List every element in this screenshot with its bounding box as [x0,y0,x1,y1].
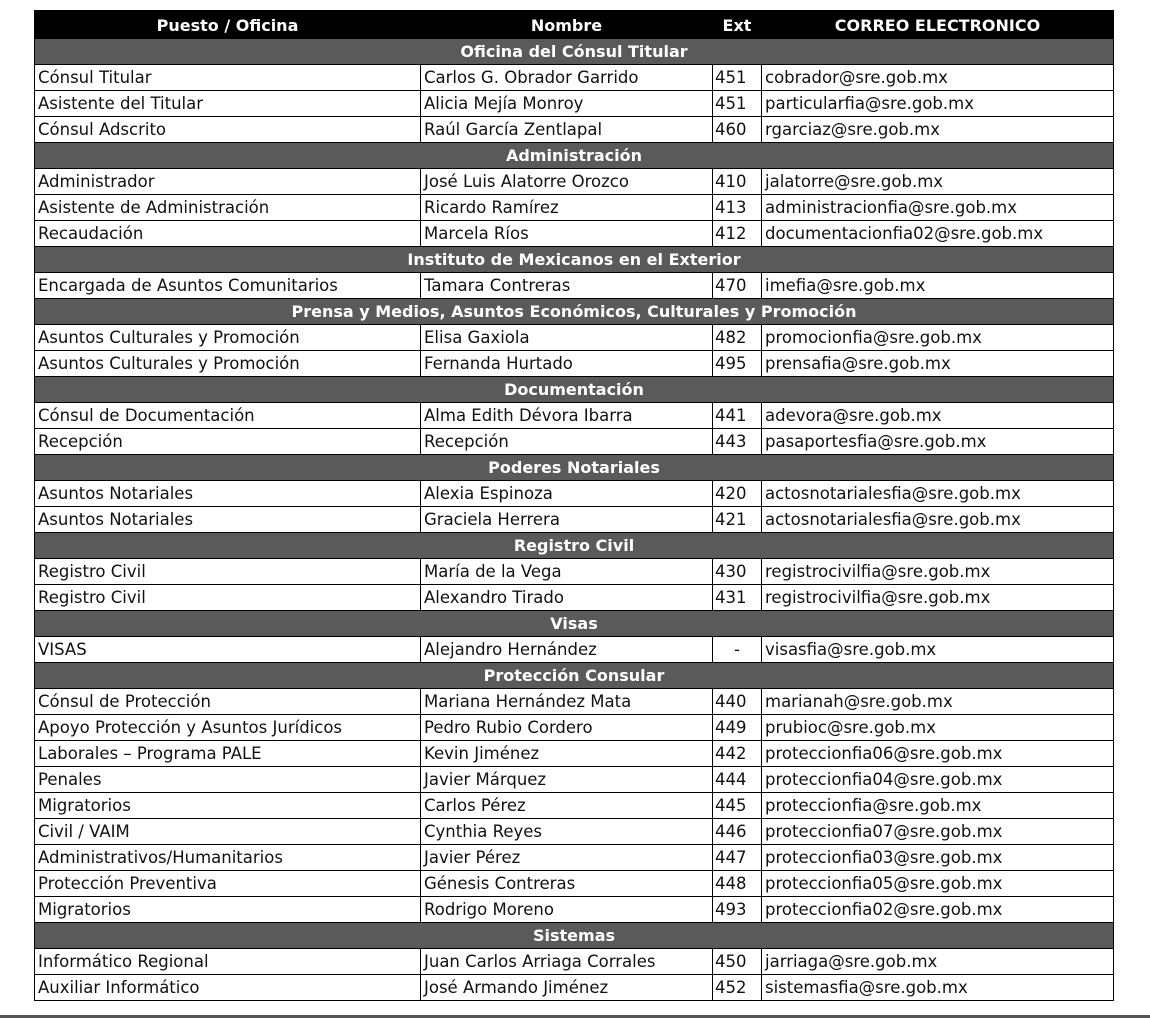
header-puesto: Puesto / Oficina [35,11,421,39]
cell-ext: 442 [713,741,762,767]
cell-puesto: Protección Preventiva [35,871,421,897]
cell-correo: registrocivilfia@sre.gob.mx [762,559,1114,585]
cell-correo: proteccionfia@sre.gob.mx [762,793,1114,819]
cell-correo: pasaportesfia@sre.gob.mx [762,429,1114,455]
cell-ext: 452 [713,975,762,1001]
cell-puesto: Civil / VAIM [35,819,421,845]
cell-nombre: Alma Edith Dévora Ibarra [421,403,713,429]
cell-nombre: Fernanda Hurtado [421,351,713,377]
cell-nombre: Alejandro Hernández [421,637,713,663]
cell-puesto: Administrador [35,169,421,195]
table-row [35,767,1114,793]
cell-correo: sistemasfia@sre.gob.mx [762,975,1114,1001]
table-row [35,715,1114,741]
cell-puesto: Administrativos/Humanitarios [35,845,421,871]
cell-correo: administracionfia@sre.gob.mx [762,195,1114,221]
section-title: Instituto de Mexicanos en el Exterior [35,247,1114,273]
cell-correo: actosnotarialesfia@sre.gob.mx [762,507,1114,533]
cell-ext: 470 [713,273,762,299]
table-row [35,91,1114,117]
table-row [35,559,1114,585]
cell-nombre: Javier Pérez [421,845,713,871]
header-ext: Ext [713,11,762,39]
section-title: Documentación [35,377,1114,403]
cell-ext: 451 [713,91,762,117]
cell-puesto: Auxiliar Informático [35,975,421,1001]
table-row [35,169,1114,195]
table-row [35,741,1114,767]
cell-correo: proteccionfia03@sre.gob.mx [762,845,1114,871]
cell-puesto: Registro Civil [35,585,421,611]
table-row [35,975,1114,1001]
cell-puesto: Migratorios [35,793,421,819]
cell-correo: visasfia@sre.gob.mx [762,637,1114,663]
cell-ext: 410 [713,169,762,195]
table-row [35,897,1114,923]
table-row [35,195,1114,221]
cell-puesto: Migratorios [35,897,421,923]
cell-puesto: VISAS [35,637,421,663]
cell-ext: 446 [713,819,762,845]
section-title: Administración [35,143,1114,169]
cell-nombre: Alexandro Tirado [421,585,713,611]
cell-nombre: José Armando Jiménez [421,975,713,1001]
cell-correo: prensafia@sre.gob.mx [762,351,1114,377]
cell-puesto: Recaudación [35,221,421,247]
cell-nombre: Ricardo Ramírez [421,195,713,221]
table-row [35,221,1114,247]
header-correo: CORREO ELECTRONICO [762,11,1114,39]
cell-correo: prubioc@sre.gob.mx [762,715,1114,741]
cell-nombre: Tamara Contreras [421,273,713,299]
directory-body [35,39,1114,1001]
cell-nombre: Carlos Pérez [421,793,713,819]
cell-ext: 450 [713,949,762,975]
cell-correo: proteccionfia05@sre.gob.mx [762,871,1114,897]
cell-puesto: Asuntos Notariales [35,481,421,507]
cell-nombre: Mariana Hernández Mata [421,689,713,715]
cell-ext: - [713,637,762,663]
cell-puesto: Registro Civil [35,559,421,585]
cell-correo: cobrador@sre.gob.mx [762,65,1114,91]
cell-nombre: Carlos G. Obrador Garrido [421,65,713,91]
table-row [35,325,1114,351]
cell-puesto: Asuntos Notariales [35,507,421,533]
cell-correo: jalatorre@sre.gob.mx [762,169,1114,195]
table-row [35,429,1114,455]
table-row [35,481,1114,507]
cell-ext: 441 [713,403,762,429]
table-row [35,819,1114,845]
section-title: Oficina del Cónsul Titular [35,39,1114,65]
cell-puesto: Laborales – Programa PALE [35,741,421,767]
cell-nombre: Graciela Herrera [421,507,713,533]
cell-correo: actosnotarialesfia@sre.gob.mx [762,481,1114,507]
cell-ext: 431 [713,585,762,611]
cell-ext: 413 [713,195,762,221]
table-row [35,351,1114,377]
section-row [35,611,1114,637]
section-row [35,39,1114,65]
table-row [35,949,1114,975]
table-row [35,689,1114,715]
cell-puesto: Recepción [35,429,421,455]
cell-puesto: Informático Regional [35,949,421,975]
cell-ext: 460 [713,117,762,143]
cell-ext: 445 [713,793,762,819]
cell-puesto: Cónsul de Documentación [35,403,421,429]
cell-puesto: Asuntos Culturales y Promoción [35,325,421,351]
cell-ext: 449 [713,715,762,741]
header-nombre: Nombre [421,11,713,39]
cell-correo: adevora@sre.gob.mx [762,403,1114,429]
cell-correo: jarriaga@sre.gob.mx [762,949,1114,975]
cell-puesto: Asuntos Culturales y Promoción [35,351,421,377]
table-row [35,585,1114,611]
cell-nombre: José Luis Alatorre Orozco [421,169,713,195]
section-row [35,455,1114,481]
cell-ext: 421 [713,507,762,533]
table-row [35,273,1114,299]
section-title: Registro Civil [35,533,1114,559]
cell-ext: 495 [713,351,762,377]
cell-nombre: Recepción [421,429,713,455]
table-row [35,507,1114,533]
cell-puesto: Asistente del Titular [35,91,421,117]
table-row [35,403,1114,429]
table-row [35,117,1114,143]
table-row [35,845,1114,871]
cell-puesto: Encargada de Asuntos Comunitarios [35,273,421,299]
cell-correo: registrocivilfia@sre.gob.mx [762,585,1114,611]
cell-nombre: Elisa Gaxiola [421,325,713,351]
cell-nombre: Marcela Ríos [421,221,713,247]
cell-nombre: Javier Márquez [421,767,713,793]
cell-correo: documentacionfia02@sre.gob.mx [762,221,1114,247]
cell-nombre: Raúl García Zentlapal [421,117,713,143]
cell-ext: 444 [713,767,762,793]
cell-correo: rgarciaz@sre.gob.mx [762,117,1114,143]
cell-nombre: Alexia Espinoza [421,481,713,507]
cell-correo: particularfia@sre.gob.mx [762,91,1114,117]
header-row [35,11,1114,39]
cell-puesto: Cónsul Titular [35,65,421,91]
cell-correo: proteccionfia07@sre.gob.mx [762,819,1114,845]
cell-puesto: Cónsul Adscrito [35,117,421,143]
cell-nombre: Génesis Contreras [421,871,713,897]
cell-nombre: Juan Carlos Arriaga Corrales [421,949,713,975]
section-row [35,533,1114,559]
cell-ext: 448 [713,871,762,897]
table-row [35,65,1114,91]
section-row [35,143,1114,169]
section-title: Poderes Notariales [35,455,1114,481]
cell-correo: proteccionfia04@sre.gob.mx [762,767,1114,793]
cell-correo: promocionfia@sre.gob.mx [762,325,1114,351]
section-row [35,247,1114,273]
cell-correo: marianah@sre.gob.mx [762,689,1114,715]
cell-nombre: María de la Vega [421,559,713,585]
section-title: Visas [35,611,1114,637]
cell-puesto: Asistente de Administración [35,195,421,221]
cell-nombre: Kevin Jiménez [421,741,713,767]
cell-puesto: Penales [35,767,421,793]
cell-nombre: Cynthia Reyes [421,819,713,845]
cell-puesto: Cónsul de Protección [35,689,421,715]
cell-ext: 420 [713,481,762,507]
directory-table [34,10,1114,1001]
cell-ext: 412 [713,221,762,247]
table-row [35,637,1114,663]
cell-ext: 451 [713,65,762,91]
cell-ext: 493 [713,897,762,923]
table-row [35,871,1114,897]
section-row [35,377,1114,403]
cell-nombre: Pedro Rubio Cordero [421,715,713,741]
cell-puesto: Apoyo Protección y Asuntos Jurídicos [35,715,421,741]
cell-correo: proteccionfia02@sre.gob.mx [762,897,1114,923]
cell-correo: proteccionfia06@sre.gob.mx [762,741,1114,767]
cell-nombre: Rodrigo Moreno [421,897,713,923]
section-row [35,299,1114,325]
cell-ext: 443 [713,429,762,455]
section-title: Sistemas [35,923,1114,949]
cell-ext: 440 [713,689,762,715]
section-title: Prensa y Medios, Asuntos Económicos, Culturales y Promoción [35,299,1114,325]
section-row [35,923,1114,949]
section-row [35,663,1114,689]
cell-correo: imefia@sre.gob.mx [762,273,1114,299]
cell-ext: 430 [713,559,762,585]
section-title: Protección Consular [35,663,1114,689]
cell-ext: 482 [713,325,762,351]
cell-ext: 447 [713,845,762,871]
cell-nombre: Alicia Mejía Monroy [421,91,713,117]
table-row [35,793,1114,819]
